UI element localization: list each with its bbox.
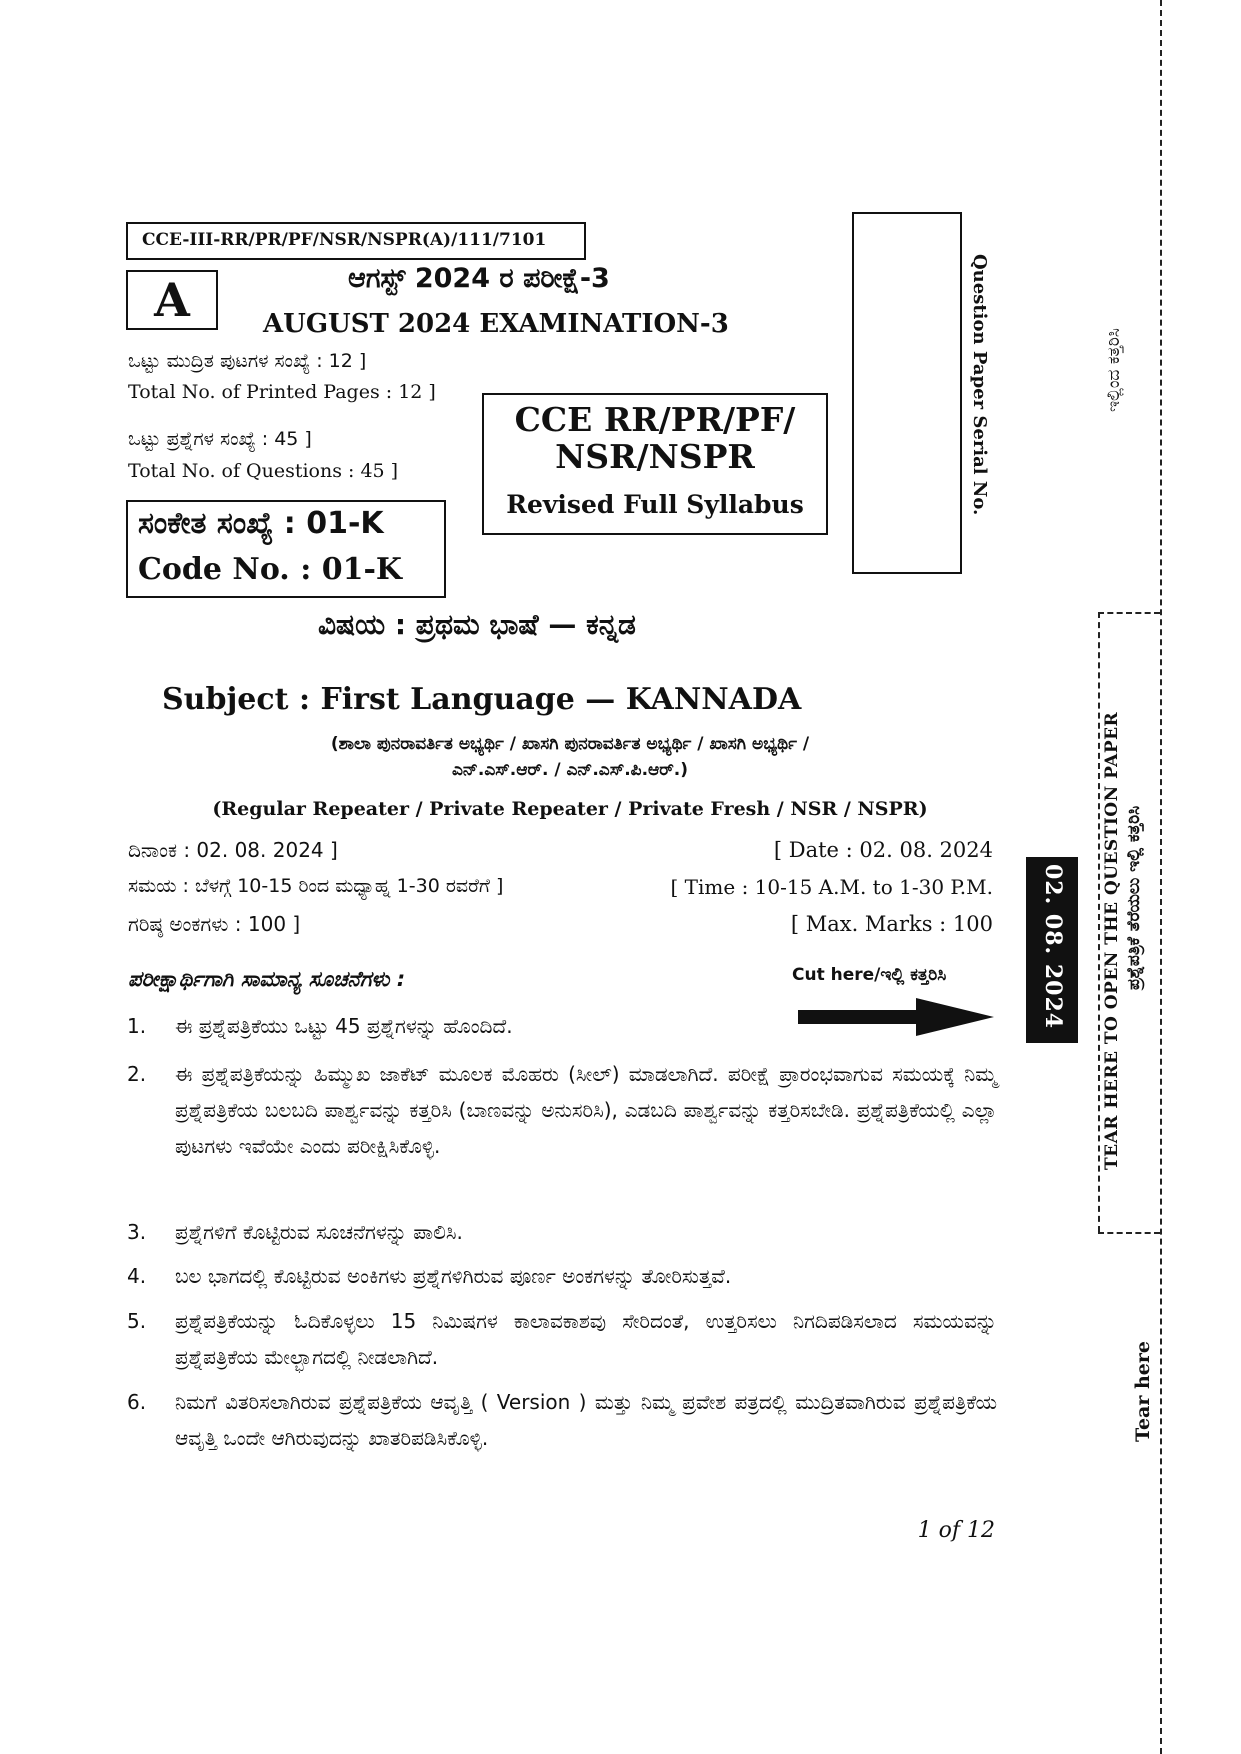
instruction-item <box>127 1384 997 1456</box>
side-tear-heading: TEAR HERE TO OPEN THE QUESTION PAPER <box>1102 711 1122 1170</box>
instruction-item <box>127 1056 997 1164</box>
date-en: [ Date : 02. 08. 2024 <box>773 838 993 862</box>
date-kn: ದಿನಾಂಕ : 02. 08. 2024 ] <box>128 838 338 862</box>
tear-line-bottom <box>1098 1232 1160 1234</box>
instruction-item <box>127 1008 997 1044</box>
candidates-kn-2: ಎನ್.ಎಸ್.ಆರ್. / ಎನ್.ಎಸ್.ಪಿ.ಆರ್.) <box>451 760 688 780</box>
instruction-number: 4. <box>127 1264 147 1288</box>
instruction-text: ಬಲ ಭಾಗದಲ್ಲಿ ಕೊಟ್ಟಿರುವ ಅಂಕಿಗಳು ಪ್ರಶ್ನೆಗಳಿಗಿರುವ ಪೂರ್ಣ ಅಂಕಗಳನ್ನು ತೋರಿಸುತ್ತವೆ. <box>175 1264 732 1288</box>
cce-line1: CCE RR/PR/PF/ <box>514 400 796 439</box>
serial-number-label: Question Paper Serial No. <box>969 254 990 516</box>
instruction-text: ಈ ಪ್ರಶ್ನೆಪತ್ರಿಕೆಯನ್ನು ಹಿಮ್ಮುಖ ಜಾಕೆಟ್ ಮೂಲಕ ಮೊಹರು (ಸೀಲ್) ಮಾಡಲಾಗಿದೆ. ಪರೀಕ್ಷೆ ಪ್ರಾರಂಭವಾಗುವ ಸಮಯಕ್ಕೆ ನಿಮ್ಮ ಪ್ರಶ್ನೆಪತ್ರಿಕೆಯ ಬಲಬದಿ ಪಾರ್ಶ್ವವನ್ನು ಕತ್ತರಿಸಿ (ಬಾಣವನ್ನು ಅನುಸರಿಸಿ), ಎಡಬದಿ ಪಾರ್ಶ್ವವನ್ನು ಕತ್ತರಿಸಬೇಡಿ. ಪ್ರಶ್ನೆಪತ್ರಿಕೆಯಲ್ಲಿ ಎಲ್ಲಾ ಪುಟಗಳು ಇವೆಯೇ ಎಂದು ಪರೀಕ್ಷಿಸಿಕೊಳ್ಳಿ. <box>175 1062 997 1158</box>
cut-here-label: Cut here/ಇಲ್ಲಿ ಕತ್ತರಿಸಿ <box>792 965 947 985</box>
time-en: [ Time : 10-15 A.M. to 1-30 P.M. <box>670 875 993 899</box>
tear-line-inner <box>1098 612 1100 1232</box>
page-number: 1 of 12 <box>917 1518 995 1543</box>
serial-number-box <box>852 212 962 574</box>
time-kn: ಸಮಯ : ಬೆಳಗ್ಗೆ 10-15 ರಿಂದ ಮಧ್ಯಾಹ್ನ 1-30 ರವರೆಗೆ ] <box>128 875 504 897</box>
marks-kn: ಗರಿಷ್ಠ ಅಂಕಗಳು : 100 ] <box>128 912 301 936</box>
version-letter: A <box>154 273 190 327</box>
instruction-item <box>127 1214 997 1250</box>
instruction-item <box>127 1258 997 1294</box>
code-kn: ಸಂಕೇತ ಸಂಖ್ಯೆ : 01-K <box>138 506 384 541</box>
exam-title-en: AUGUST 2024 EXAMINATION-3 <box>263 309 729 339</box>
cce-line3: Revised Full Syllabus <box>506 490 804 519</box>
date-tab-text: 02. 08. 2024 <box>1040 864 1066 1030</box>
questions-en: Total No. of Questions : 45 ] <box>128 460 399 482</box>
side-tear-here: Tear here <box>1132 1341 1154 1442</box>
candidates-kn-1: (ಶಾಲಾ ಪುನರಾವರ್ತಿತ ಅಭ್ಯರ್ಥಿ / ಖಾಸಗಿ ಪುನರಾವರ್ತಿತ ಅಭ್ಯರ್ಥಿ / ಖಾಸಗಿ ಅಭ್ಯರ್ಥಿ / <box>330 734 810 754</box>
side-cut-text-top: ಇಲ್ಲಿಂದ ಕತ್ತರಿಸಿ <box>1104 328 1124 412</box>
instruction-text: ಪ್ರಶ್ನೆಗಳಿಗೆ ಕೊಟ್ಟಿರುವ ಸೂಚನೆಗಳನ್ನು ಪಾಲಿಸಿ. <box>175 1220 463 1244</box>
code-en: Code No. : 01-K <box>138 552 402 587</box>
paper-code: CCE-III-RR/PR/PF/NSR/NSPR(A)/111/7101 <box>142 230 547 250</box>
instruction-number: 6. <box>127 1390 147 1414</box>
tear-line-top <box>1098 612 1160 614</box>
marks-en: [ Max. Marks : 100 <box>790 912 993 936</box>
candidates-en: (Regular Repeater / Private Repeater / Private Fresh / NSR / NSPR) <box>212 798 928 820</box>
pages-kn: ಒಟ್ಟು ಮುದ್ರಿತ ಪುಟಗಳ ಸಂಖ್ಯೆ : 12 ] <box>128 350 367 372</box>
instruction-text: ಪ್ರಶ್ನೆಪತ್ರಿಕೆಯನ್ನು ಓದಿಕೊಳ್ಳಲು 15 ನಿಮಿಷಗಳ ಕಾಲಾವಕಾಶವು ಸೇರಿದಂತೆ, ಉತ್ತರಿಸಲು ನಿಗದಿಪಡಿಸಲಾದ ಸಮಯವನ್ನು ಪ್ರಶ್ನೆಪತ್ರಿಕೆಯ ಮೇಲ್ಭಾಗದಲ್ಲಿ ನೀಡಲಾಗಿದೆ. <box>175 1309 997 1369</box>
instruction-number: 3. <box>127 1220 147 1244</box>
instruction-number: 5. <box>127 1309 147 1333</box>
exam-title-kn: ಆಗಸ್ಟ್ 2024 ರ ಪರೀಕ್ಷೆ-3 <box>348 263 610 294</box>
side-tear-heading-kn: ಪ್ರಶ್ನೆಪತ್ರಿಕೆ ತೆರೆಯಲು ಇಲ್ಲಿ ಕತ್ತರಿಸಿ <box>1124 805 1144 990</box>
subject-en: Subject : First Language — KANNADA <box>162 682 802 717</box>
tear-line-right <box>1160 0 1162 1754</box>
instruction-text: ನಿಮಗೆ ವಿತರಿಸಲಾಗಿರುವ ಪ್ರಶ್ನೆಪತ್ರಿಕೆಯ ಆವೃತ್ತಿ ( Version ) ಮತ್ತು ನಿಮ್ಮ ಪ್ರವೇಶ ಪತ್ರದಲ್ಲಿ ಮುದ್ರಿತವಾಗಿರುವ ಪ್ರಶ್ನೆಪತ್ರಿಕೆಯ ಆವೃತ್ತಿ ಒಂದೇ ಆಗಿರುವುದನ್ನು ಖಾತರಿಪಡಿಸಿಕೊಳ್ಳಿ. <box>175 1390 997 1450</box>
subject-kn: ವಿಷಯ : ಪ್ರಥಮ ಭಾಷೆ — ಕನ್ನಡ <box>318 608 636 641</box>
instruction-number: 2. <box>127 1062 147 1086</box>
instruction-text: ಈ ಪ್ರಶ್ನೆಪತ್ರಿಕೆಯು ಒಟ್ಟು 45 ಪ್ರಶ್ನೆಗಳನ್ನು ಹೊಂದಿದೆ. <box>175 1014 513 1038</box>
questions-kn: ಒಟ್ಟು ಪ್ರಶ್ನೆಗಳ ಸಂಖ್ಯೆ : 45 ] <box>128 428 312 450</box>
instructions-heading: ಪರೀಕ್ಷಾರ್ಥಿಗಾಗಿ ಸಾಮಾನ್ಯ ಸೂಚನೆಗಳು : <box>128 967 406 991</box>
pages-en: Total No. of Printed Pages : 12 ] <box>128 381 436 403</box>
cce-line2: NSR/NSPR <box>555 437 755 476</box>
instruction-item <box>127 1303 997 1375</box>
instruction-number: 1. <box>127 1014 147 1038</box>
